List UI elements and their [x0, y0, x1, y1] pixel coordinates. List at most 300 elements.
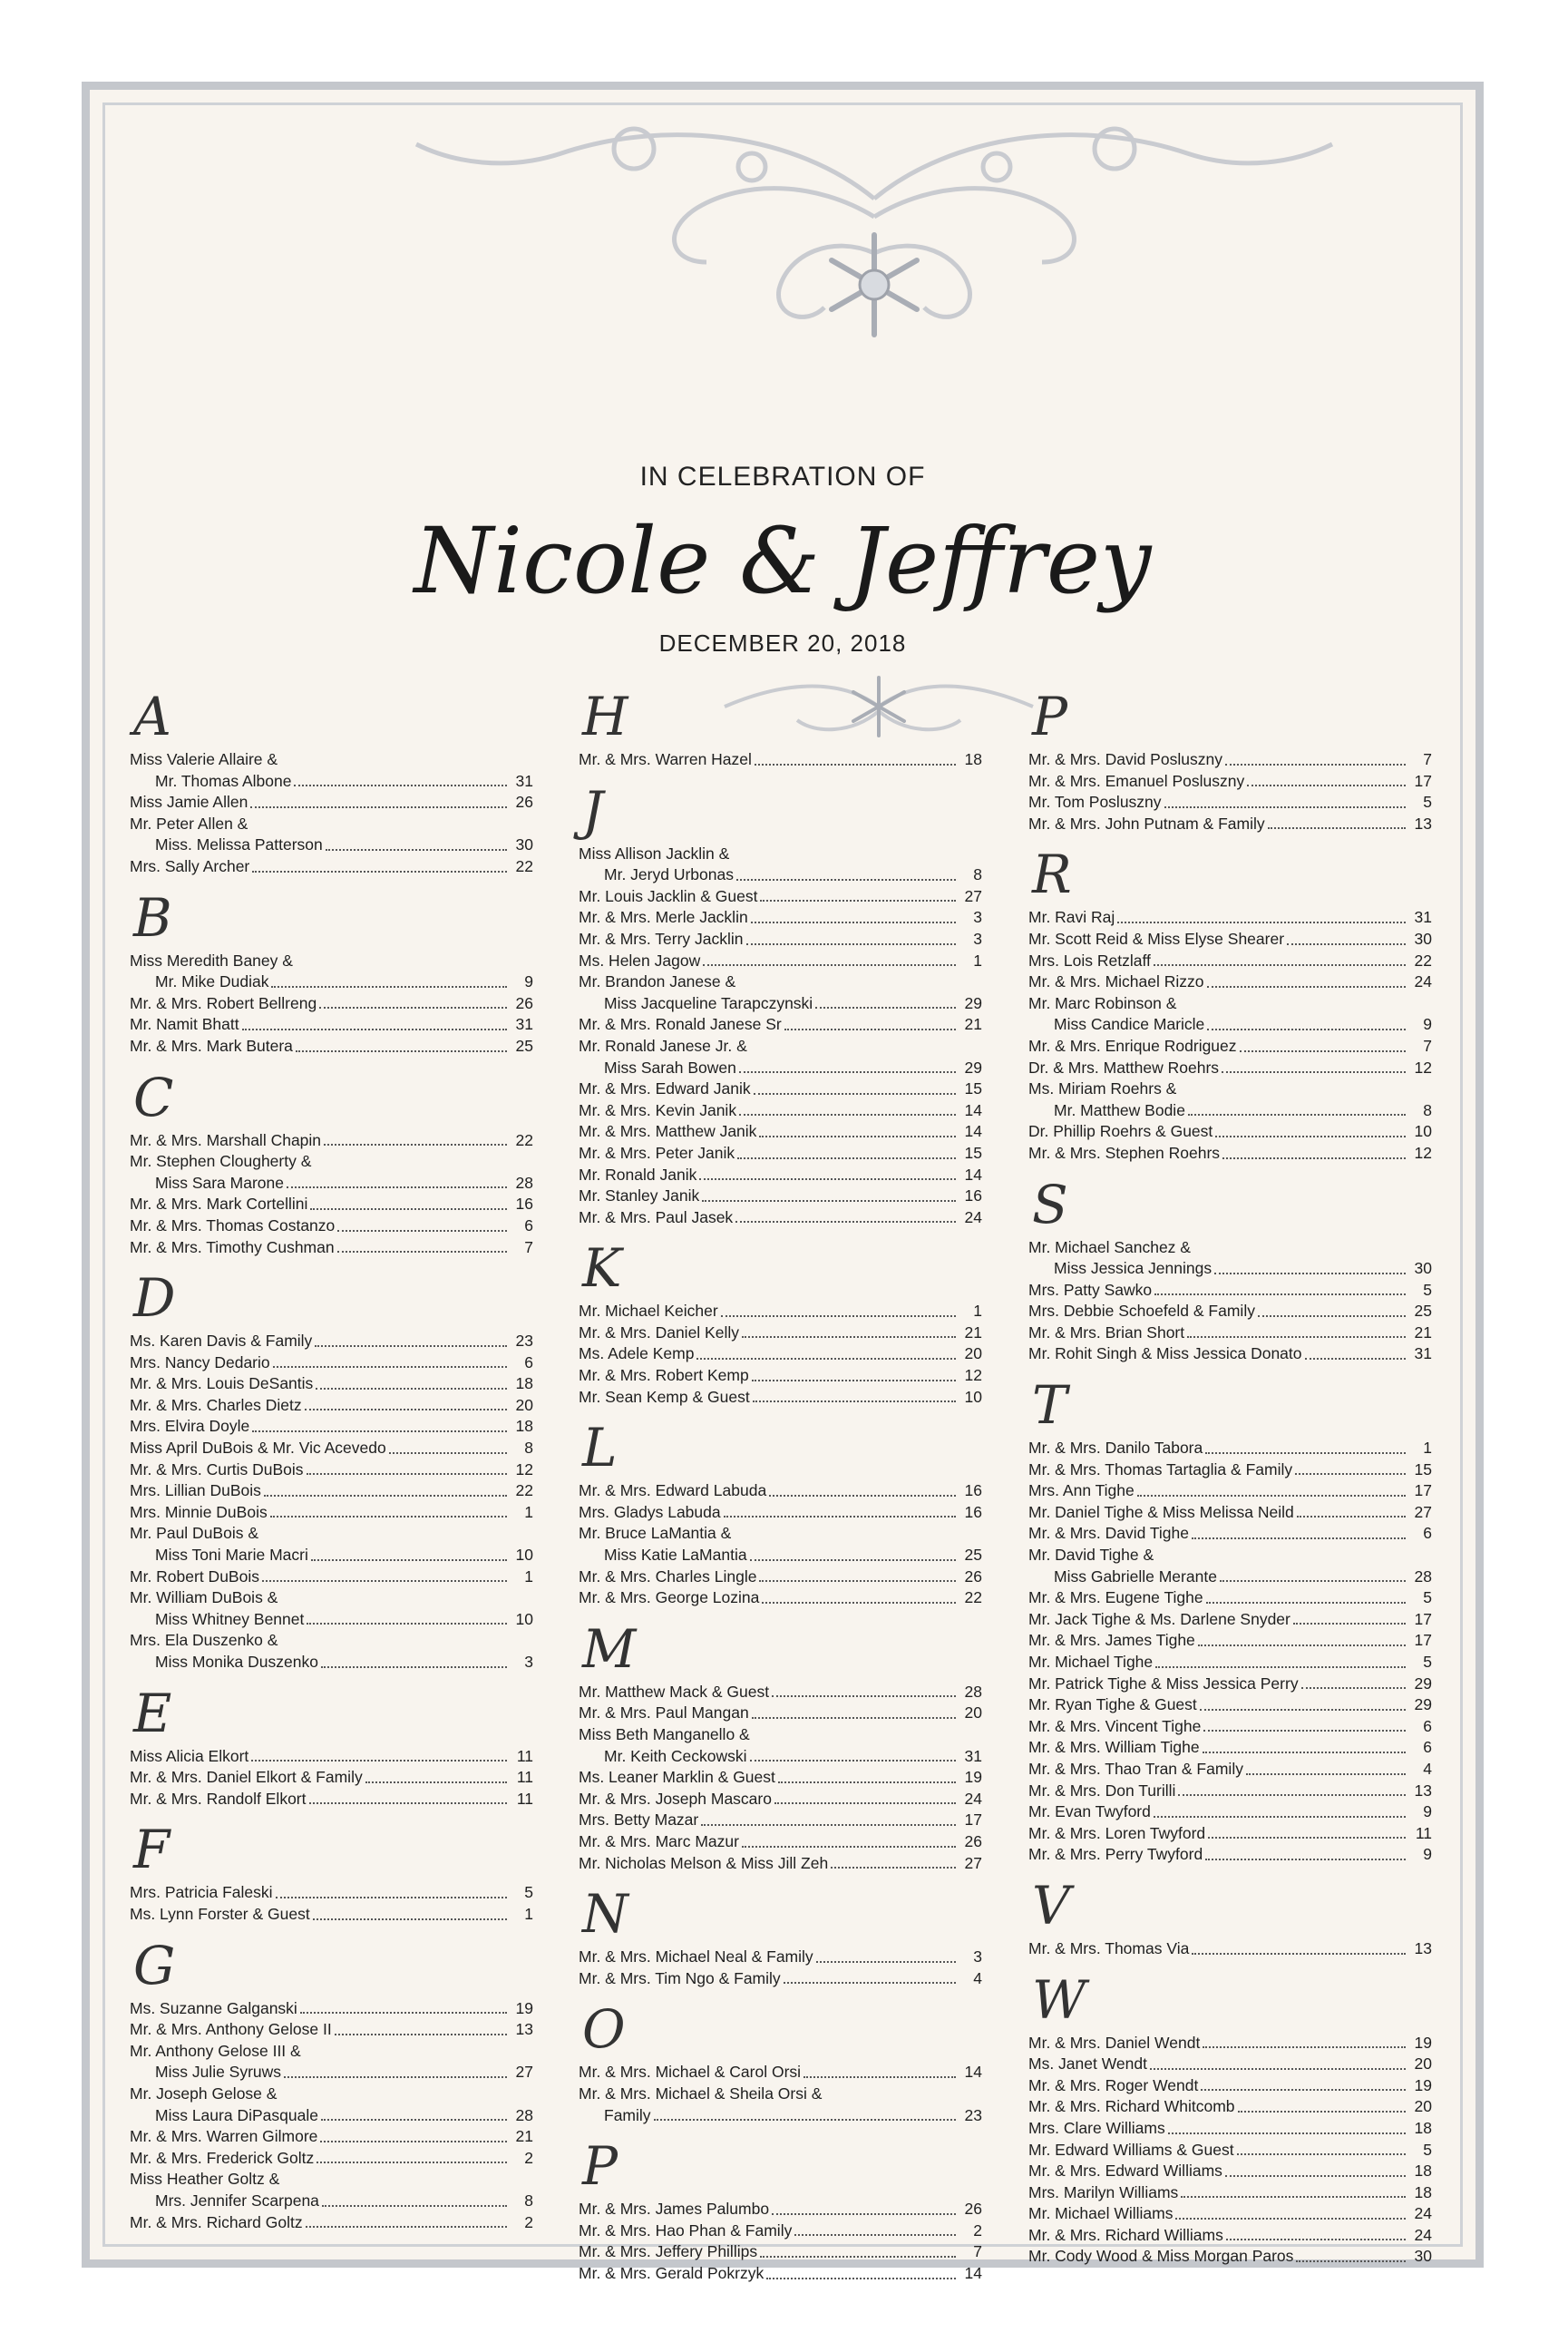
guest-entry — [130, 971, 533, 993]
guest-entry — [130, 1014, 533, 1036]
table-number: 14 — [964, 2263, 982, 2282]
guest-name: Mr. & Mrs. Brian Short — [1028, 1322, 1185, 1342]
section-initial: R — [1032, 844, 1072, 906]
guest-name: Mrs. Nancy Dedario — [130, 1352, 270, 1371]
guest-entry — [579, 929, 982, 951]
table-number: 24 — [964, 1207, 982, 1226]
table-number: 18 — [1414, 2118, 1432, 2137]
table-number: 1 — [524, 1904, 533, 1923]
guest-entry — [1028, 771, 1432, 793]
dot-leader — [760, 886, 956, 903]
guest-name: Mr. & Mrs. Michael Rizzo — [1028, 972, 1204, 991]
dot-leader — [1287, 929, 1406, 945]
guest-entry — [130, 2126, 533, 2148]
guest-name: Miss. Melissa Patterson — [155, 835, 323, 854]
section-j — [579, 779, 982, 1229]
section-p — [579, 2135, 982, 2284]
guest-entry — [130, 834, 533, 856]
table-number: 6 — [1423, 1738, 1432, 1757]
section-initial: B — [133, 886, 172, 949]
dot-leader — [754, 1078, 956, 1095]
table-number: 18 — [515, 1417, 533, 1436]
guest-entry — [130, 1331, 533, 1352]
dot-leader — [751, 907, 956, 923]
guest-entry — [579, 1301, 982, 1322]
table-number: 21 — [964, 1322, 982, 1342]
guest-name: Mr. Scott Reid & Miss Elyse Shearer — [1028, 929, 1285, 948]
guest-name: Ms. Karen Davis & Family — [130, 1332, 313, 1351]
section-t — [1028, 1374, 1432, 1866]
guest-name: Mr. & Mrs. Perry Twyford — [1028, 1845, 1203, 1864]
dot-leader — [1220, 1566, 1406, 1583]
guest-name: Mr. & Mrs. Michael & Sheila Orsi & — [579, 2084, 823, 2103]
guest-entry — [130, 2191, 533, 2212]
dot-leader — [1154, 951, 1406, 967]
dot-leader — [335, 2019, 507, 2035]
guest-entry — [579, 1947, 982, 1968]
dot-leader — [1201, 2075, 1406, 2092]
guest-entry — [1028, 907, 1432, 929]
guest-entry — [1028, 1459, 1432, 1481]
guest-name: Mr. & Mrs. Eugene Tighe — [1028, 1588, 1203, 1607]
guest-name: Mr. & Mrs. Emanuel Posluszny — [1028, 771, 1245, 790]
dot-leader — [276, 1882, 507, 1898]
guest-entry — [1028, 929, 1432, 951]
dot-leader — [321, 1652, 507, 1668]
guest-entry — [579, 1789, 982, 1810]
table-number: 18 — [1414, 2182, 1432, 2201]
table-number: 7 — [524, 1237, 533, 1256]
table-number: 17 — [964, 1810, 982, 1830]
guest-entry — [130, 1395, 533, 1417]
guest-entry — [579, 1207, 982, 1229]
guest-name: Mr. & Mrs. Timothy Cushman — [130, 1237, 335, 1256]
guest-name: Mr. Matthew Mack & Guest — [579, 1682, 770, 1701]
dot-leader — [306, 2212, 507, 2229]
dot-leader — [337, 1237, 507, 1254]
guest-name: Mr. & Mrs. Jeffery Phillips — [579, 2242, 758, 2261]
guest-name: Mr. Bruce LaMantia & — [579, 1524, 732, 1543]
dot-leader — [271, 971, 507, 988]
table-number: 2 — [973, 2220, 982, 2240]
guest-entry — [1028, 1280, 1432, 1302]
guest-entry — [579, 951, 982, 972]
dot-leader — [1205, 1438, 1406, 1454]
dot-leader — [287, 1173, 507, 1189]
table-number: 31 — [515, 771, 533, 790]
guest-name: Miss Valerie Allaire & — [130, 750, 278, 768]
section-m — [579, 1617, 982, 1874]
guest-entry — [130, 1545, 533, 1566]
guest-name: Ms. Lynn Forster & Guest — [130, 1904, 310, 1923]
guest-entry — [1028, 749, 1432, 771]
guest-name: Mrs. Ann Tighe — [1028, 1481, 1135, 1500]
dot-leader — [296, 1036, 507, 1052]
guest-name: Mr. & Mrs. Tim Ngo & Family — [579, 1968, 781, 1987]
guest-name: Mr. Jack Tighe & Ms. Darlene Snyder — [1028, 1609, 1290, 1628]
guest-name: Mr. & Mrs. Thomas Costanzo — [130, 1215, 336, 1235]
guest-name: Mr. Stanley Janik — [579, 1186, 700, 1205]
guest-name: Mrs. Lois Retzlaff — [1028, 951, 1151, 970]
dot-leader — [1155, 1652, 1406, 1668]
dot-leader — [1205, 1844, 1406, 1860]
guest-entry — [1028, 1801, 1432, 1823]
dot-leader — [1207, 1014, 1406, 1030]
table-number: 9 — [1423, 1845, 1432, 1864]
dot-leader — [264, 1480, 507, 1497]
guest-name: Mr. & Mrs. Ronald Janese Sr — [579, 1015, 782, 1034]
guest-name: Mr. & Mrs. Thao Tran & Family — [1028, 1759, 1243, 1778]
dot-leader — [307, 1609, 507, 1625]
guest-name: Mr. & Mrs. Louis DeSantis — [130, 1374, 314, 1393]
guest-name: Mr. & Mrs. Paul Jasek — [579, 1207, 734, 1226]
table-number: 7 — [1423, 1036, 1432, 1055]
table-number: 26 — [964, 2200, 982, 2219]
guest-name: Mr. & Mrs. Gerald Pokrzyk — [579, 2263, 765, 2282]
guest-entry — [1028, 1609, 1432, 1631]
dot-leader — [739, 1058, 956, 1074]
guest-name: Mr. Daniel Tighe & Miss Melissa Neild — [1028, 1502, 1294, 1521]
guest-entry — [579, 1014, 982, 1036]
dot-leader — [772, 1682, 956, 1698]
table-number: 28 — [515, 1173, 533, 1192]
dot-leader — [654, 2105, 956, 2122]
dot-leader — [1246, 1759, 1406, 1775]
guest-name: Mr. Thomas Albone — [155, 771, 292, 790]
table-number: 22 — [964, 1588, 982, 1607]
dot-leader — [1198, 1630, 1406, 1646]
dot-leader — [252, 856, 507, 873]
guest-entry — [130, 749, 533, 771]
section-initial: O — [582, 1998, 626, 2061]
guest-name: Mr. & Mrs. Danilo Tabora — [1028, 1439, 1203, 1458]
guest-entry — [1028, 2033, 1432, 2054]
guest-name: Mr. & Mrs. Charles Dietz — [130, 1395, 302, 1414]
dot-leader — [774, 1789, 956, 1805]
guest-name: Mr. Nicholas Melson & Miss Jill Zeh — [579, 1853, 829, 1872]
dot-leader — [742, 1831, 956, 1848]
guest-name: Mr. & Mrs. Stephen Roehrs — [1028, 1143, 1221, 1162]
guest-entry — [579, 886, 982, 908]
guest-entry — [579, 1566, 982, 1588]
guest-name: Miss Katie LaMantia — [604, 1546, 747, 1565]
dot-leader — [316, 1373, 507, 1390]
dot-leader — [1206, 1587, 1406, 1604]
guest-name: Mrs. Debbie Schoefeld & Family — [1028, 1302, 1255, 1321]
table-number: 13 — [1414, 1938, 1432, 1957]
table-number: 17 — [1414, 1609, 1432, 1628]
dot-leader — [1188, 1100, 1406, 1117]
guest-name: Miss Jessica Jennings — [1054, 1259, 1213, 1278]
section-initial: N — [582, 1883, 628, 1946]
guest-entry — [130, 993, 533, 1015]
dot-leader — [307, 1459, 507, 1476]
table-number: 3 — [524, 1653, 533, 1671]
table-number: 3 — [973, 1947, 982, 1967]
dot-leader — [1225, 749, 1406, 766]
guest-entry — [1028, 951, 1432, 972]
table-number: 26 — [515, 793, 533, 812]
guest-name: Mr. & Mrs. Thomas Via — [1028, 1938, 1190, 1957]
guest-entry — [1028, 1844, 1432, 1866]
guest-name: Mr. & Mrs. Mark Cortellini — [130, 1195, 308, 1214]
guest-entry — [1028, 1343, 1432, 1365]
dot-leader — [1268, 814, 1406, 830]
guest-name: Mr. & Mrs. Marshall Chapin — [130, 1130, 322, 1149]
guest-entry — [130, 1036, 533, 1058]
dot-leader — [337, 1215, 507, 1232]
guest-entry — [130, 1630, 533, 1652]
guest-name: Mrs. Jennifer Scarpena — [155, 2191, 319, 2210]
guest-entry — [579, 2263, 982, 2285]
guest-name: Mrs. Sally Archer — [130, 856, 250, 875]
guest-name: Mr. & Mrs. Terry Jacklin — [579, 929, 744, 948]
table-number: 14 — [964, 2063, 982, 2082]
dot-leader — [702, 1186, 956, 1202]
table-number: 20 — [1414, 2054, 1432, 2074]
guest-entry — [130, 1130, 533, 1152]
dot-leader — [736, 864, 956, 881]
guest-name: Mr. Keith Ceckowski — [604, 1746, 747, 1765]
dot-leader — [1214, 1258, 1406, 1274]
guest-entry — [1028, 1058, 1432, 1079]
guest-entry — [579, 1322, 982, 1344]
guest-entry — [130, 1609, 533, 1631]
dot-leader — [794, 2220, 956, 2237]
guest-entry — [1028, 2182, 1432, 2204]
guest-entry — [579, 1036, 982, 1058]
guest-entry — [1028, 1100, 1432, 1122]
guest-name: Mr. Stephen Clougherty & — [130, 1152, 312, 1171]
guest-name: Mr. & Mrs. Thomas Tartaglia & Family — [1028, 1459, 1293, 1479]
guest-name: Mr. Ronald Janik — [579, 1165, 697, 1184]
table-number: 17 — [1414, 771, 1432, 790]
table-number: 21 — [515, 2127, 533, 2146]
table-number: 14 — [964, 1122, 982, 1141]
section-s — [1028, 1173, 1432, 1366]
guest-entry — [1028, 1143, 1432, 1165]
dot-leader — [251, 1746, 507, 1762]
guest-entry — [579, 1523, 982, 1545]
guest-entry — [579, 1365, 982, 1387]
guest-name: Mr. & Mrs. George Lozina — [579, 1588, 760, 1607]
guest-entry — [579, 2105, 982, 2127]
guest-entry — [579, 1703, 982, 1724]
section-w — [1028, 1968, 1432, 2269]
section-initial: G — [133, 1934, 176, 1996]
guest-entry — [1028, 1630, 1432, 1652]
guest-entry — [1028, 1237, 1432, 1259]
dot-leader — [262, 1566, 507, 1583]
section-p — [1028, 686, 1432, 834]
guest-name: Miss Julie Syruws — [155, 2063, 282, 2082]
guest-name: Miss Monika Duszenko — [155, 1653, 318, 1671]
guest-name: Mr. & Mrs. David Tighe — [1028, 1524, 1189, 1543]
guest-name: Mr. & Mrs. William Tighe — [1028, 1738, 1200, 1757]
table-number: 6 — [524, 1352, 533, 1371]
dot-leader — [760, 2241, 956, 2258]
guest-entry — [1028, 1322, 1432, 1344]
dot-leader — [1207, 971, 1407, 988]
guest-name: Ms. Suzanne Galganski — [130, 1998, 297, 2017]
guest-name: Mr. & Mrs. Edward Janik — [579, 1079, 751, 1098]
guest-name: Dr. Phillip Roehrs & Guest — [1028, 1122, 1213, 1141]
table-number: 13 — [1414, 1781, 1432, 1800]
section-l — [579, 1417, 982, 1609]
guest-entry — [1028, 2161, 1432, 2182]
guest-entry — [1028, 1014, 1432, 1036]
dot-leader — [313, 1904, 507, 1920]
dot-leader — [1175, 2203, 1406, 2220]
table-number: 10 — [515, 1546, 533, 1565]
dot-leader — [816, 1947, 956, 1963]
guest-entry — [130, 2062, 533, 2084]
table-number: 11 — [1415, 1823, 1432, 1842]
guest-column-1 — [130, 686, 533, 2246]
table-number: 5 — [524, 1883, 533, 1902]
guest-entry — [579, 1587, 982, 1609]
guest-name: Mr. & Mrs. Michael & Carol Orsi — [579, 2063, 802, 2082]
guest-entry — [579, 2062, 982, 2084]
dot-leader — [322, 2191, 507, 2207]
table-number: 29 — [964, 1058, 982, 1077]
guest-name: Mr. & Mrs. James Palumbo — [579, 2200, 770, 2219]
guest-name: Mr. & Mrs. Don Turilli — [1028, 1781, 1176, 1800]
dot-leader — [324, 1130, 507, 1147]
dot-leader — [389, 1438, 507, 1454]
guest-name: Mr. Michael Keicher — [579, 1302, 718, 1321]
dot-leader — [1238, 2096, 1406, 2113]
guest-name: Mr. Michael Tighe — [1028, 1653, 1154, 1671]
table-number: 26 — [515, 993, 533, 1012]
table-number: 17 — [1414, 1631, 1432, 1650]
guest-name: Mrs. Betty Mazar — [579, 1810, 699, 1830]
guest-entry — [579, 1165, 982, 1186]
dot-leader — [1208, 1823, 1406, 1840]
guest-entry — [130, 2041, 533, 2063]
guest-name: Miss Alicia Elkort — [130, 1746, 249, 1765]
dot-leader — [1297, 1502, 1406, 1518]
dot-leader — [752, 1365, 956, 1381]
guest-name: Mr. & Mrs. Michael Neal & Family — [579, 1947, 813, 1967]
guest-name: Mr. & Mrs. Merle Jacklin — [579, 908, 748, 927]
guest-name: Dr. & Mrs. Matthew Roehrs — [1028, 1058, 1220, 1077]
dot-leader — [1301, 1674, 1406, 1690]
table-number: 3 — [973, 929, 982, 948]
dot-leader — [1258, 1301, 1406, 1317]
guest-name: Mrs. Ela Duszenko & — [130, 1631, 278, 1650]
section-initial: P — [582, 2135, 618, 2198]
dot-leader — [1181, 2182, 1406, 2199]
table-number: 7 — [973, 2242, 982, 2261]
guest-entry — [579, 1143, 982, 1165]
guest-name: Mr. Evan Twyford — [1028, 1802, 1151, 1821]
guest-entry — [130, 1194, 533, 1215]
guest-name: Mr. & Mrs. Daniel Elkort & Family — [130, 1768, 363, 1787]
section-initial: C — [133, 1066, 174, 1128]
dot-leader — [320, 2126, 507, 2142]
event-date: DECEMBER 20, 2018 — [658, 629, 907, 657]
guest-entry — [579, 2199, 982, 2220]
table-number: 19 — [1414, 2033, 1432, 2052]
guest-entry — [130, 792, 533, 814]
dot-leader — [1296, 2246, 1406, 2262]
table-number: 21 — [964, 1015, 982, 1034]
table-number: 19 — [964, 1768, 982, 1787]
guest-entry — [130, 1352, 533, 1374]
section-initial: D — [133, 1267, 176, 1330]
table-number: 20 — [964, 1344, 982, 1363]
guest-name: Mr. & Mrs. Richard Whitcomb — [1028, 2097, 1235, 2116]
dot-leader — [753, 1387, 956, 1403]
table-number: 23 — [964, 2105, 982, 2124]
guest-entry — [1028, 1480, 1432, 1502]
dot-leader — [784, 1014, 956, 1030]
section-e — [130, 1682, 533, 1810]
guest-entry — [1028, 1438, 1432, 1459]
table-number: 18 — [1414, 2162, 1432, 2181]
guest-name: Mrs. Marilyn Williams — [1028, 2182, 1179, 2201]
dot-leader — [310, 1194, 507, 1210]
guest-name: Mr. Ravi Raj — [1028, 908, 1115, 927]
guest-name: Mr. & Mrs. Matthew Janik — [579, 1122, 757, 1141]
table-number: 1 — [524, 1502, 533, 1521]
table-number: 12 — [1414, 1143, 1432, 1162]
table-number: 8 — [524, 1439, 533, 1458]
guest-entry — [130, 1502, 533, 1524]
table-number: 22 — [515, 1130, 533, 1149]
section-d — [130, 1267, 533, 1674]
guest-entry — [130, 1523, 533, 1545]
section-v — [1028, 1874, 1432, 1960]
table-number: 16 — [964, 1502, 982, 1521]
guest-entry — [1028, 2203, 1432, 2225]
table-number: 13 — [1414, 814, 1432, 833]
table-number: 27 — [964, 1853, 982, 1872]
table-number: 16 — [964, 1186, 982, 1205]
table-number: 10 — [964, 1387, 982, 1406]
table-number: 22 — [515, 1481, 533, 1500]
guest-entry — [579, 1746, 982, 1768]
guest-entry — [130, 1904, 533, 1926]
guest-name: Ms. Helen Jagow — [579, 951, 701, 970]
guest-entry — [579, 1502, 982, 1524]
dot-leader — [242, 1014, 507, 1030]
table-number: 5 — [1423, 1653, 1432, 1671]
guest-name: Mrs. Minnie DuBois — [130, 1502, 268, 1521]
section-initial: K — [582, 1237, 622, 1300]
guest-name: Mr. & Mrs. Peter Janik — [579, 1143, 735, 1162]
guest-name: Mr. Michael Sanchez & — [1028, 1237, 1191, 1256]
table-number: 30 — [1414, 929, 1432, 948]
dot-leader — [1164, 792, 1406, 808]
guest-entry — [130, 951, 533, 972]
dot-leader — [721, 1301, 956, 1317]
table-number: 12 — [964, 1366, 982, 1385]
guest-entry — [1028, 1566, 1432, 1588]
section-r — [1028, 844, 1432, 1164]
section-c — [130, 1066, 533, 1259]
guest-entry — [579, 1480, 982, 1502]
guest-name: Ms. Adele Kemp — [579, 1344, 695, 1363]
guest-entry — [1028, 1652, 1432, 1674]
guest-name: Mr. Marc Robinson & — [1028, 993, 1177, 1012]
guest-name: Ms. Leaner Marklin & Guest — [579, 1768, 775, 1787]
section-g — [130, 1934, 533, 2234]
dot-leader — [1137, 1480, 1406, 1497]
dot-leader — [759, 1566, 956, 1583]
table-number: 26 — [964, 1566, 982, 1586]
